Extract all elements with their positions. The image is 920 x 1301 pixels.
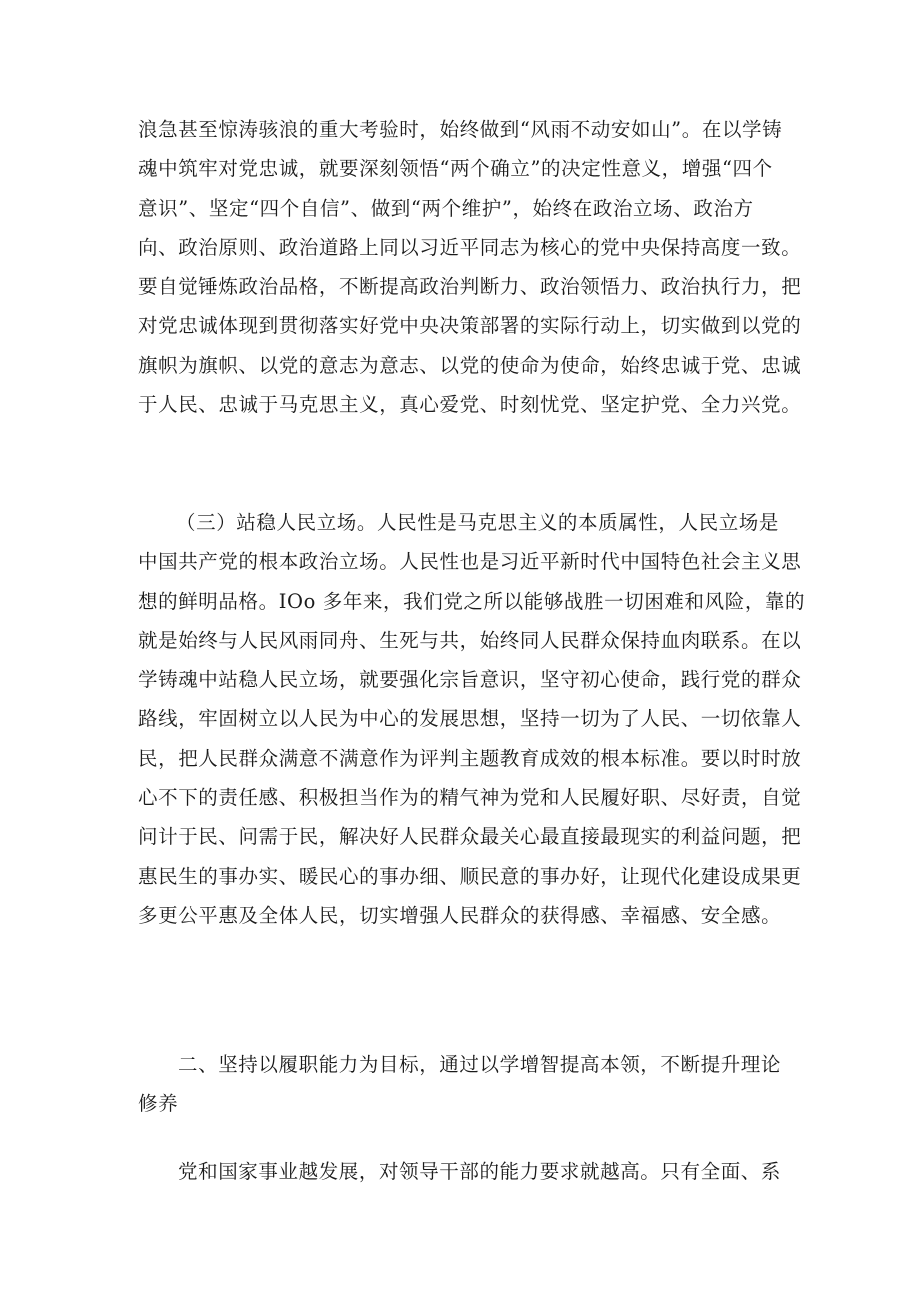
text-line: 意识”、坚定“四个自信”、做到“两个维护”，始终在政治立场、政治方 bbox=[138, 196, 754, 220]
text-line: 就是始终与人民风雨同舟、生死与共，始终同人民群众保持血肉联系。在以 bbox=[138, 628, 802, 652]
text-line: 学铸魂中站稳人民立场，就要强化宗旨意识，坚守初心使命，践行党的群众 bbox=[138, 668, 802, 692]
text-line: 惠民生的事办实、暖民心的事办细、顺民意的事办好，让现代化建设成果更 bbox=[138, 864, 802, 888]
text-line: 对党忠诚体现到贯彻落实好党中央决策部署的实际行动上，切实做到以党的 bbox=[138, 314, 802, 338]
text-line: 路线，牢固树立以人民为中心的发展思想，坚持一切为了人民、一切依靠人 bbox=[138, 707, 802, 731]
heading-line: 修养 bbox=[138, 1092, 179, 1116]
text-line: 中国共产党的根本政治立场。人民性也是习近平新时代中国特色社会主义思 bbox=[138, 550, 802, 574]
text-line: 魂中筑牢对党忠诚，就要深刻领悟“两个确立”的决定性意义，增强“四个 bbox=[138, 157, 773, 181]
paragraph-capability bbox=[138, 1152, 798, 1191]
text-line: 向、政治原则、政治道路上同以习近平同志为核心的党中央保持高度一致。 bbox=[138, 235, 802, 259]
text-line: 心不下的责任感、积极担当作为的精气神为党和人民履好职、尽好责，自觉 bbox=[138, 786, 802, 810]
text-line: 问计于民、问需于民，解决好人民群众最关心最直接最现实的利益问题，把 bbox=[138, 825, 802, 849]
heading-line: 二、坚持以履职能力为目标，通过以学增智提高本领，不断提升理论 bbox=[178, 1053, 782, 1076]
paragraph-loyalty bbox=[138, 110, 802, 424]
text-line: 想的鲜明品格。IOo 多年来，我们党之所以能够战胜一切困难和风险，靠的 bbox=[138, 589, 806, 613]
text-line: 浪急甚至惊涛骇浪的重大考验时，始终做到“风雨不动安如山”。在以学铸 bbox=[138, 118, 783, 141]
text-line: 多更公平惠及全体人民，切实增强人民群众的获得感、幸福感、安全感。 bbox=[138, 903, 782, 927]
text-line: 要自觉锤炼政治品格，不断提高政治判断力、政治领悟力、政治执行力，把 bbox=[138, 275, 802, 299]
text-line: 党和国家事业越发展，对领导干部的能力要求就越高。只有全面、系 bbox=[178, 1160, 782, 1183]
text-line: （三）站稳人民立场。人民性是马克思主义的本质属性，人民立场是 bbox=[176, 511, 780, 534]
text-line: 于人民、忠诚于马克思主义，真心爱党、时刻忧党、坚定护党、全力兴党。 bbox=[138, 393, 802, 417]
paragraph-people-stance bbox=[138, 503, 806, 935]
text-line: 民，把人民群众满意不满意作为评判主题教育成效的根本标准。要以时时放 bbox=[138, 746, 802, 770]
section-heading bbox=[138, 1045, 798, 1124]
text-line: 旗帜为旗帜、以党的意志为意志、以党的使命为使命，始终忠诚于党、忠诚 bbox=[138, 353, 802, 377]
